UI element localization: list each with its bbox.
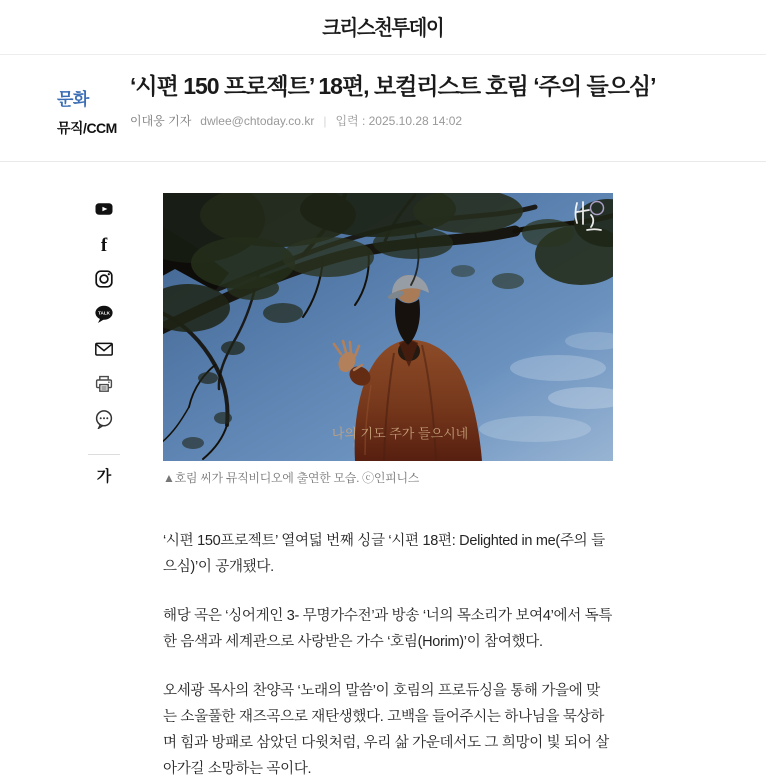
site-header (0, 0, 766, 55)
rail-divider (88, 454, 120, 455)
youtube-icon[interactable] (94, 199, 114, 219)
paragraph: 오세광 목사의 찬양곡 ‘노래의 말씀’이 호림의 프로듀싱을 통해 가을에 맞는 소울풀한 재즈곡으로 재탄생했다. 고백을 들어주시는 하나님을 묵상하며 힘과 방패로 삼았던 다윗처럼, 우리 삶 가운데서도 그 희망이 빛 되어 살아가길 소망하는 곡이다. (163, 683, 609, 777)
article-content (0, 162, 766, 782)
site-logo[interactable]: 크리스천투데이 (322, 17, 444, 40)
reporter-name: 이대웅 기자 (130, 114, 192, 128)
svg-text:f: f (100, 235, 108, 254)
print-icon[interactable] (94, 374, 114, 394)
svg-text:TALK: TALK (98, 310, 110, 316)
video-subtitle: 나의 기도 주가 들으시네 (331, 426, 469, 441)
photo-caption: ▲호림 씨가 뮤직비디오에 출연한 모습. ⓒ인피니스 (163, 471, 420, 485)
category-link[interactable]: 문화 (57, 90, 89, 109)
reporter-email-link[interactable]: dwlee@chtoday.co.kr (200, 113, 315, 128)
font-size-button[interactable]: 가 (96, 468, 112, 485)
subcategory-link[interactable]: 뮤직/CCM (57, 120, 117, 136)
article-body (163, 193, 613, 782)
article-header (0, 55, 766, 138)
paragraph: 해당 곡은 ‘싱어게인 3- 무명가수전’과 방송 ‘너의 목소리가 보여4’에서 독특한 음색과 세계관으로 사랑받은 가수 ‘호림(Horim)’이 참여했다. (163, 608, 613, 650)
paragraph: ‘시편 150프로젝트’ 열여덟 번째 싱글 ‘시편 18편: Delighted in me(주의 들으심)’이 공개됐다. (163, 533, 605, 575)
byline (130, 112, 722, 129)
music-video-still (163, 193, 613, 461)
instagram-icon[interactable] (94, 269, 114, 289)
article-title: ‘시편 150 프로젝트’ 18편, 보컬리스트 호림 ‘주의 들으심’ (130, 73, 656, 99)
kakaotalk-icon[interactable] (94, 304, 114, 324)
headline-block (130, 71, 722, 138)
article-text (163, 528, 613, 782)
facebook-icon[interactable] (94, 234, 114, 254)
share-rail (93, 199, 115, 486)
byline-separator: | (323, 113, 327, 128)
publish-timestamp: 입력 : 2025.10.28 14:02 (335, 114, 463, 128)
category-column (57, 71, 130, 138)
email-icon[interactable] (94, 339, 114, 359)
comment-icon[interactable] (94, 409, 114, 429)
article-figure (163, 193, 613, 486)
